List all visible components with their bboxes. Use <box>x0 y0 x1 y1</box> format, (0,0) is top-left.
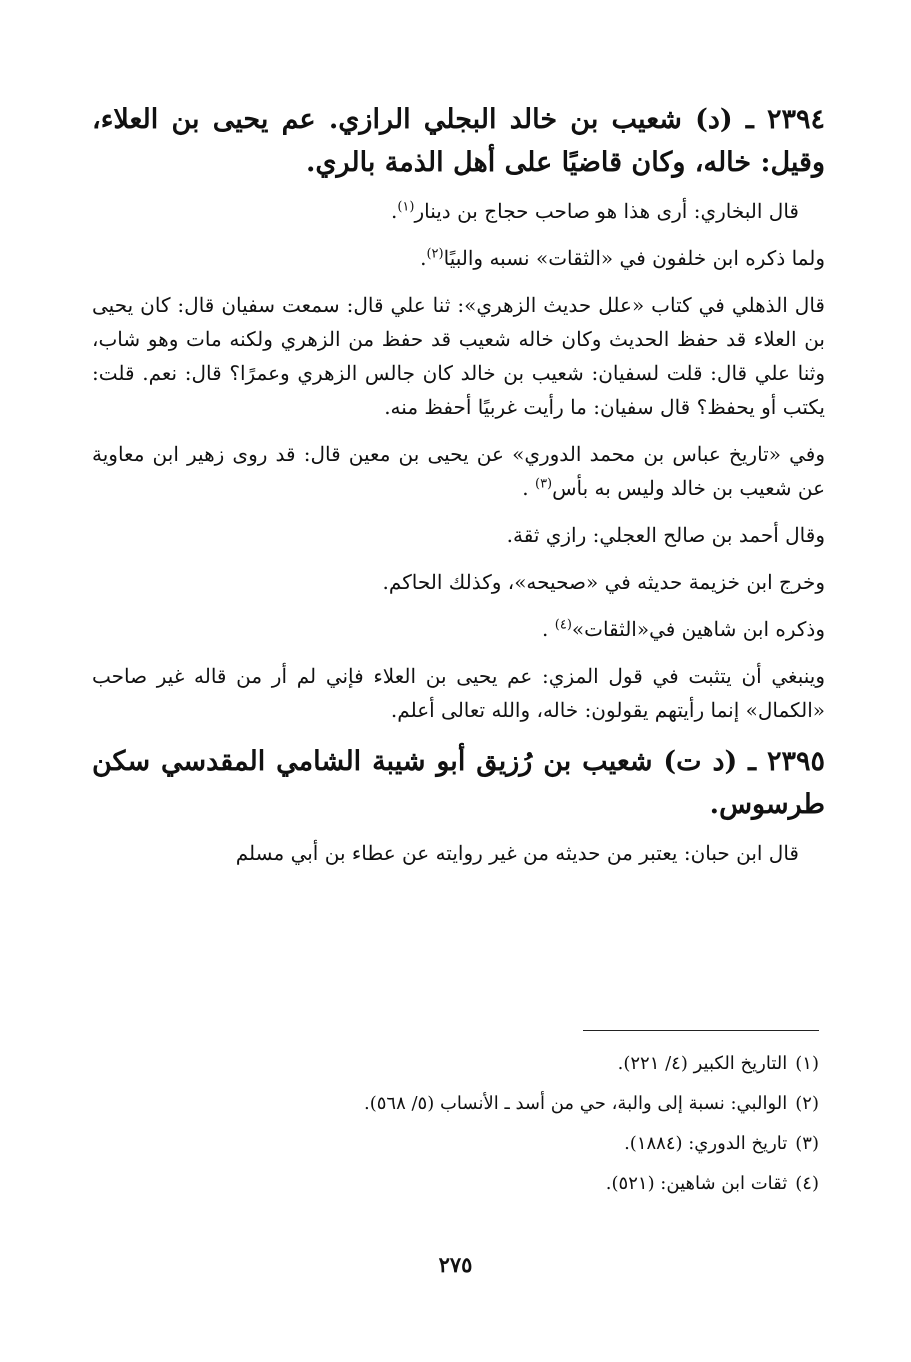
main-text <box>92 98 825 883</box>
paragraph-text: وذكره ابن شاهين في«الثقات» <box>571 617 825 641</box>
footnote-text: التاريخ الكبير (٤/ ٢٢١). <box>617 1053 788 1074</box>
paragraph-text: ولما ذكره ابن خلفون في «الثقات» نسبه والبيًا <box>443 246 825 270</box>
footnote-number: (١) <box>795 1053 819 1074</box>
paragraph-text: وقال أحمد بن صالح العجلي: رازي ثقة. <box>506 523 825 547</box>
footnote-text: ثقات ابن شاهين: (٥٢١). <box>605 1173 788 1194</box>
paragraph-tail: . <box>522 476 535 500</box>
footnote-ref[interactable]: (٢) <box>426 246 444 262</box>
paragraph <box>92 518 825 552</box>
footnote-number: (٤) <box>795 1173 819 1194</box>
footnote-ref[interactable]: (٤) <box>554 617 572 633</box>
paragraph <box>92 565 825 599</box>
paragraph <box>92 437 825 505</box>
footnote-text: تاريخ الدوري: (١٨٨٤). <box>624 1133 788 1154</box>
footnote-number: (٢) <box>795 1093 819 1114</box>
footnote-4 <box>92 1170 819 1198</box>
paragraph <box>92 288 825 424</box>
paragraph-text: قال الذهلي في كتاب «علل حديث الزهري»: ثنا علي قال: سمعت سفيان قال: كان يحيى بن العلاء قد حفظ الحديث وكان خاله شعيب قد حفظ من الزهري ولكنه مات وهو شاب، وثنا علي قال: قلت لسفيان: شعيب بن خالد كان جالس الزهري وعمرًا؟ قال: نعم. قلت: يكتب أو يحفظ؟ قال سفيان: ما رأيت غربيًا أحفظ منه. <box>92 293 825 419</box>
footnote-text: الوالبي: نسبة إلى والبة، حي من أسد ـ الأنساب (٥/ ٥٦٨). <box>363 1093 788 1114</box>
paragraph-tail: . <box>542 617 555 641</box>
paragraph-text: قال ابن حبان: يعتبر من حديثه من غير روايته عن عطاء بن أبي مسلم <box>235 841 799 865</box>
footnotes <box>92 1050 819 1210</box>
paragraph <box>92 836 825 870</box>
paragraph-tail: . <box>390 199 398 223</box>
footnote-2 <box>92 1090 819 1118</box>
paragraph-text: وخرج ابن خزيمة حديثه في «صحيحه»، وكذلك الحاكم. <box>382 570 825 594</box>
entry-heading: ٢٣٩٥ ـ (د ت) شعيب بن رُزيق أبو شيبة الشامي المقدسي سكن طرسوس. <box>92 746 825 820</box>
footnote-divider <box>583 1030 819 1031</box>
paragraph <box>92 241 825 275</box>
entry-2395 <box>92 740 825 870</box>
entry-heading: ٢٣٩٤ ـ (د) شعيب بن خالد البجلي الرازي. عم يحيى بن العلاء، وقيل: خاله، وكان قاضيًا على أهل الذمة بالري. <box>92 104 825 178</box>
entry-2394 <box>92 98 825 727</box>
paragraph <box>92 194 825 228</box>
footnote-1 <box>92 1050 819 1078</box>
paragraph-tail: . <box>420 246 427 270</box>
footnote-3 <box>92 1130 819 1158</box>
paragraph <box>92 659 825 727</box>
footnote-ref[interactable]: (١) <box>397 199 415 215</box>
paragraph-text: قال البخاري: أرى هذا هو صاحب حجاج بن دينار <box>414 199 799 223</box>
paragraph-text: وينبغي أن يتثبت في قول المزي: عم يحيى بن العلاء فإني لم أر من قاله غير صاحب «الكمال» إنما رأيتهم يقولون: خاله، والله تعالى أعلم. <box>92 664 825 722</box>
paragraph <box>92 612 825 646</box>
page-number: ٢٧٥ <box>438 1252 473 1277</box>
footnote-number: (٣) <box>795 1133 819 1154</box>
paragraph-text: وفي «تاريخ عباس بن محمد الدوري» عن يحيى بن معين قال: قد روى زهير ابن معاوية عن شعيب بن خالد وليس به بأس <box>92 442 825 500</box>
footnote-ref[interactable]: (٣) <box>534 476 553 492</box>
